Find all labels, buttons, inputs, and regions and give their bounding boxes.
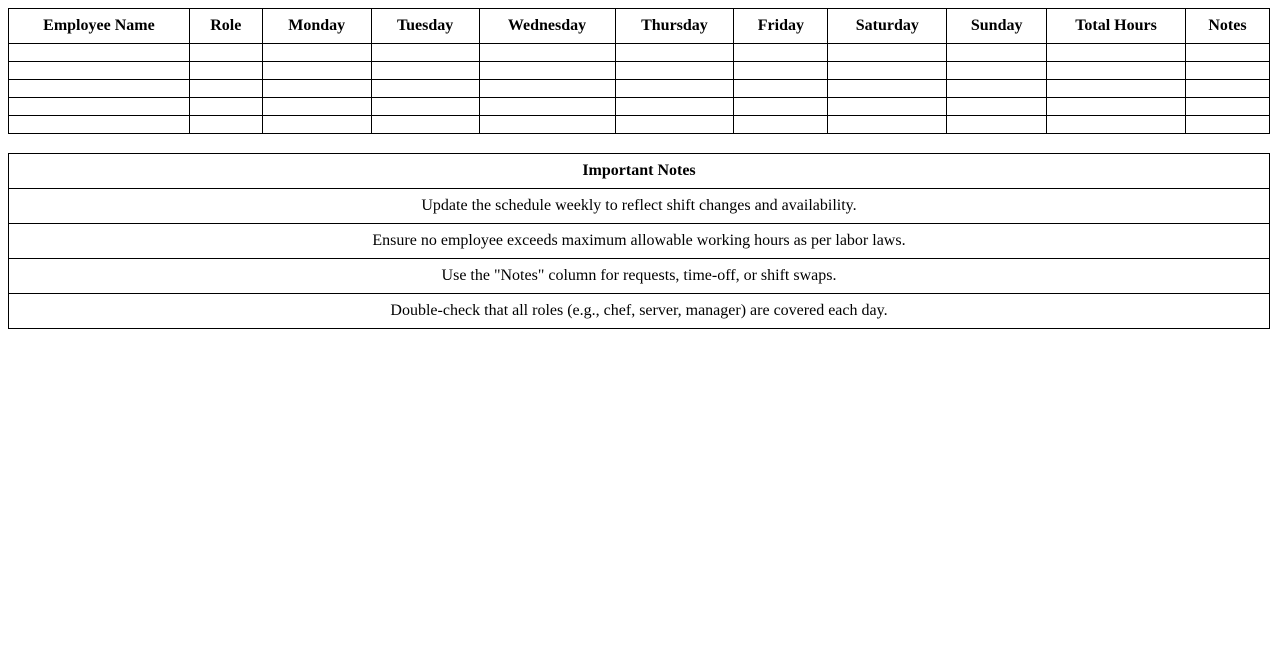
schedule-cell — [9, 116, 190, 134]
col-header-saturday: Saturday — [828, 9, 947, 44]
schedule-cell — [479, 80, 615, 98]
schedule-cell — [1185, 44, 1269, 62]
schedule-cell — [371, 98, 479, 116]
note-row — [9, 189, 1270, 224]
schedule-cell — [189, 80, 262, 98]
schedule-cell — [479, 98, 615, 116]
col-header-tuesday: Tuesday — [371, 9, 479, 44]
schedule-cell — [734, 62, 828, 80]
schedule-cell — [262, 116, 371, 134]
schedule-cell — [9, 80, 190, 98]
schedule-cell — [1185, 62, 1269, 80]
schedule-cell — [189, 116, 262, 134]
schedule-cell — [828, 116, 947, 134]
schedule-cell — [371, 80, 479, 98]
schedule-cell — [479, 62, 615, 80]
schedule-cell — [262, 62, 371, 80]
schedule-cell — [828, 44, 947, 62]
note-text-2: Ensure no employee exceeds maximum allowable working hours as per labor laws. — [9, 224, 1270, 259]
col-header-notes: Notes — [1185, 9, 1269, 44]
schedule-cell — [828, 80, 947, 98]
schedule-cell — [734, 44, 828, 62]
schedule-cell — [734, 116, 828, 134]
schedule-cell — [1047, 80, 1186, 98]
page — [8, 8, 1270, 329]
schedule-cell — [189, 98, 262, 116]
schedule-cell — [189, 44, 262, 62]
col-header-monday: Monday — [262, 9, 371, 44]
schedule-cell — [734, 80, 828, 98]
note-text-1: Update the schedule weekly to reflect shift changes and availability. — [9, 189, 1270, 224]
schedule-cell — [615, 116, 734, 134]
col-header-thursday: Thursday — [615, 9, 734, 44]
schedule-cell — [615, 62, 734, 80]
schedule-cell — [1185, 80, 1269, 98]
schedule-empty-rows — [9, 44, 1270, 134]
schedule-cell — [947, 116, 1047, 134]
employee-schedule-table — [8, 8, 1270, 134]
schedule-cell — [947, 44, 1047, 62]
schedule-cell — [262, 80, 371, 98]
col-header-friday: Friday — [734, 9, 828, 44]
col-header-role: Role — [189, 9, 262, 44]
schedule-cell — [828, 98, 947, 116]
schedule-cell — [734, 98, 828, 116]
schedule-row — [9, 116, 1270, 134]
schedule-cell — [9, 44, 190, 62]
col-header-total-hours: Total Hours — [1047, 9, 1186, 44]
schedule-cell — [189, 62, 262, 80]
schedule-cell — [615, 80, 734, 98]
col-header-wednesday: Wednesday — [479, 9, 615, 44]
schedule-cell — [615, 98, 734, 116]
schedule-cell — [371, 62, 479, 80]
schedule-cell — [1047, 44, 1186, 62]
col-header-sunday: Sunday — [947, 9, 1047, 44]
schedule-row — [9, 80, 1270, 98]
schedule-cell — [1185, 116, 1269, 134]
schedule-cell — [1047, 98, 1186, 116]
schedule-row — [9, 44, 1270, 62]
schedule-cell — [947, 80, 1047, 98]
col-header-employee-name: Employee Name — [9, 9, 190, 44]
notes-title-row — [9, 154, 1270, 189]
schedule-row — [9, 98, 1270, 116]
schedule-cell — [828, 62, 947, 80]
note-row — [9, 224, 1270, 259]
schedule-cell — [262, 98, 371, 116]
schedule-cell — [479, 44, 615, 62]
schedule-cell — [9, 98, 190, 116]
note-text-3: Use the "Notes" column for requests, time-off, or shift swaps. — [9, 259, 1270, 294]
schedule-cell — [9, 62, 190, 80]
notes-title: Important Notes — [9, 154, 1270, 189]
schedule-cell — [371, 44, 479, 62]
schedule-cell — [1047, 116, 1186, 134]
schedule-cell — [1047, 62, 1186, 80]
schedule-cell — [371, 116, 479, 134]
schedule-cell — [1185, 98, 1269, 116]
note-row — [9, 259, 1270, 294]
schedule-cell — [615, 44, 734, 62]
schedule-cell — [947, 62, 1047, 80]
schedule-header-row — [9, 9, 1270, 44]
note-text-4: Double-check that all roles (e.g., chef, server, manager) are covered each day. — [9, 294, 1270, 329]
schedule-cell — [479, 116, 615, 134]
important-notes-table — [8, 153, 1270, 329]
schedule-cell — [262, 44, 371, 62]
note-row — [9, 294, 1270, 329]
schedule-row — [9, 62, 1270, 80]
schedule-cell — [947, 98, 1047, 116]
